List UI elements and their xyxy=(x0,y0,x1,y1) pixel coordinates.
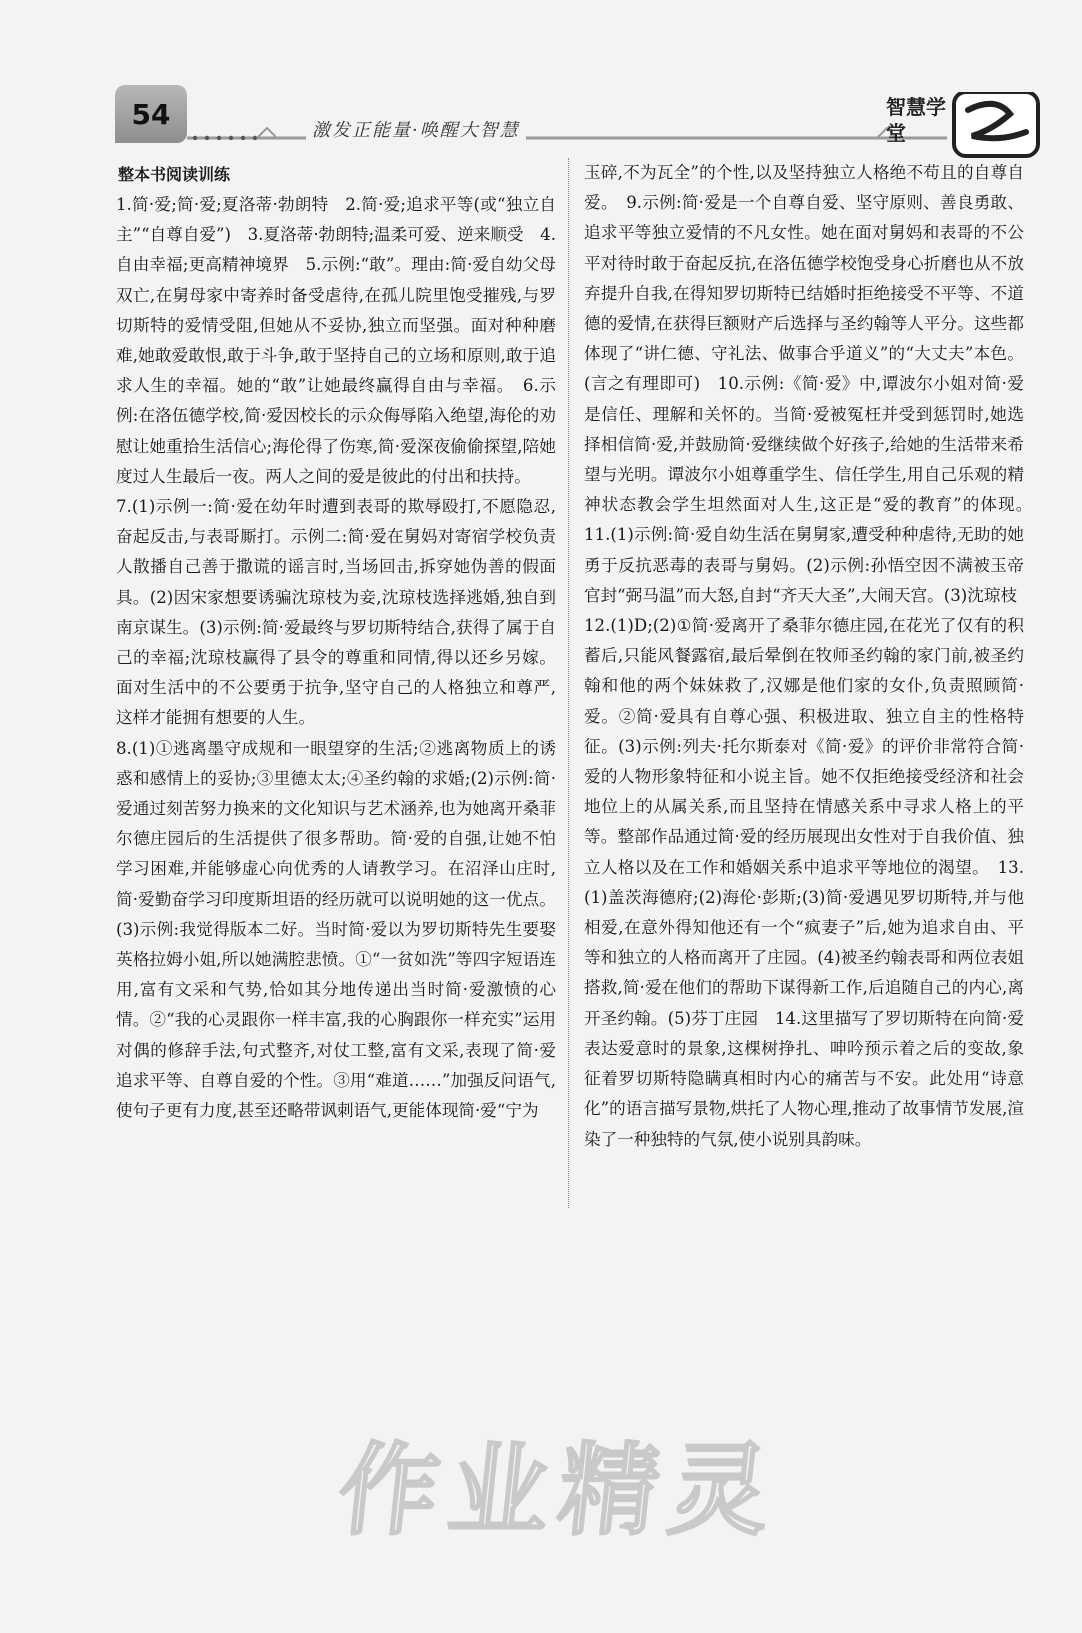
column-divider xyxy=(568,158,570,1208)
answer-paragraph: 玉碎,不为瓦全”的个性,以及坚持独立人格绝不苟且的自尊自爱。 9.示例:简·爱是一个自尊自爱、坚守原则、善良勇敢、追求平等独立爱情的不凡女性。她在面对舅妈和表哥的不公平对待时敢于奋起反抗,在洛伍德学校饱受身心折磨也从不放弃提升自我,在得知罗切斯特已结婚时拒绝接受不平等、不道德的爱情,在获得巨额财产后选择与圣约翰等人平分。这些都体现了“讲仁德、守礼法、做事合乎道义”的“大丈夫”本色。(言之有理即可) 10.示例:《简·爱》中,谭波尔小姐对简·爱是信任、理解和关怀的。当简·爱被冤枉并受到惩罚时,她选择相信简·爱,并鼓励简·爱继续做个好孩子,给她的生活带来希望与光明。谭波尔小姐尊重学生、信任学生,用自己乐观的精神状态教会学生坦然面对人生,这正是“爱的教育”的体现。 11.(1)示例:简·爱自幼生活在舅舅家,遭受种种虐待,无助的她勇于反抗恶毒的表哥与舅妈。(2)示例:孙悟空因不满被玉帝官封“弼马温”而大怒,自封“齐天大圣”,大闹天宫。(3)沈琼枝 xyxy=(584,163,1041,605)
logo-text: 智慧学堂 xyxy=(886,95,946,145)
answer-column-right xyxy=(584,158,1041,1155)
page-header xyxy=(0,0,1082,170)
section-title: 整本书阅读训练 xyxy=(118,165,231,184)
watermark: 作业精灵 xyxy=(332,1432,786,1549)
answer-paragraph: 12.(1)D;(2)①简·爱离开了桑菲尔德庄园,在花光了仅有的积蓄后,只能风餐露宿,最后晕倒在牧师圣约翰的家门前,被圣约翰和他的两个妹妹救了,汉娜是他们家的女仆,负责照顾简·爱。②简·爱具有自尊心强、积极进取、独立自主的性格特征。(3)示例:列夫·托尔斯泰对《简·爱》的评价非常符合简·爱的人物形象特征和小说主旨。她不仅拒绝接受经济和社会地位上的从属关系,而且坚持在情感关系中寻求人格上的平等。整部作品通过简·爱的经历展现出女性对于自我价值、独立人格以及在工作和婚姻关系中追求平等地位的渴望。 13.(1)盖茨海德府;(2)海伦·彭斯;(3)简·爱遇见罗切斯特,并与他相爱,在意外得知他还有一个“疯妻子”后,她为追求自由、平等和独立的人格而离开了庄园。(4)被圣约翰表哥和两位表姐搭救,简·爱在他们的帮助下谋得新工作,后追随自己的内心,离开圣约翰。(5)芬丁庄园 14.这里描写了罗切斯特在向简·爱表达爱意时的景象,这棵树挣扎、呻吟预示着之后的变故,象征着罗切斯特隐瞒真相时内心的痛苦与不安。此处用“诗意化”的语言描写景物,烘托了人物心理,推动了故事情节发展,渲染了一种独特的气氛,使小说别具韵味。 xyxy=(584,616,1024,1149)
answer-paragraph: 7.(1)示例一:简·爱在幼年时遭到表哥的欺辱殴打,不愿隐忍,奋起反击,与表哥厮打。示例二:简·爱在舅妈对寄宿学校负责人散播自己善于撒谎的谣言时,当场回击,拆穿她伪善的假面具。(2)因宋家想要诱骗沈琼枝为妾,沈琼枝选择逃婚,独自到南京谋生。(3)示例:简·爱最终与罗切斯特结合,获得了属于自己的幸福;沈琼枝赢得了县令的尊重和同情,得以还乡另嫁。面对生活中的不公要勇于抗争,坚守自己的人格独立和尊严,这样才能拥有想要的人生。 xyxy=(116,497,556,728)
answer-paragraph: 8.(1)①逃离墨守成规和一眼望穿的生活;②逃离物质上的诱惑和感情上的妥协;③里德太太;④圣约翰的求婚;(2)示例:简·爱通过刻苦努力换来的文化知识与艺术涵养,也为她离开桑菲尔德庄园后的生活提供了很多帮助。简·爱的自强,让她不怕学习困难,并能够虚心向优秀的人请教学习。在沼泽山庄时,简·爱勤奋学习印度斯坦语的经历就可以说明她的这一优点。(3)示例:我觉得版本二好。当时简·爱以为罗切斯特先生要娶英格拉姆小姐,所以她满腔悲愤。①“一贫如洗”等四字短语连用,富有文采和气势,恰如其分地传递出当时简·爱激愤的心情。②“我的心灵跟你一样丰富,我的心胸跟你一样充实”运用对偶的修辞手法,句式整齐,对仗工整,富有文采,表现了简·爱追求平等、自尊自爱的个性。③用“难道……”加强反问语气,使句子更有力度,甚至还略带讽刺语气,更能体现简·爱“宁为 xyxy=(116,738,556,1121)
answer-column-left xyxy=(116,190,556,1126)
header-rule xyxy=(187,124,947,146)
page-number: 54 xyxy=(115,85,187,143)
header-slogan: 激发正能量·唤醒大智慧 xyxy=(306,116,526,142)
answer-paragraph: 1.简·爱;简·爱;夏洛蒂·勃朗特 2.简·爱;追求平等(或“独立自主”“自尊自爱”) 3.夏洛蒂·勃朗特;温柔可爱、逆来顺受 4.自由幸福;更高精神境界 5.示例:“敢”。理由:简·爱自幼父母双亡,在舅母家中寄养时备受虐待,在孤儿院里饱受摧残,与罗切斯特的爱情受阻,但她从不妥协,独立而坚强。面对种种磨难,她敢爱敢恨,敢于斗争,敢于坚持自己的立场和原则,敢于追求人生的幸福。她的“敢”让她最终赢得自由与幸福。 6.示例:在洛伍德学校,简·爱因校长的示众侮辱陷入绝望,海伦的劝慰让她重拾生活信心;海伦得了伤寒,简·爱深夜偷偷探望,陪她度过人生最后一夜。两人之间的爱是彼此的付出和扶持。 xyxy=(116,195,556,486)
